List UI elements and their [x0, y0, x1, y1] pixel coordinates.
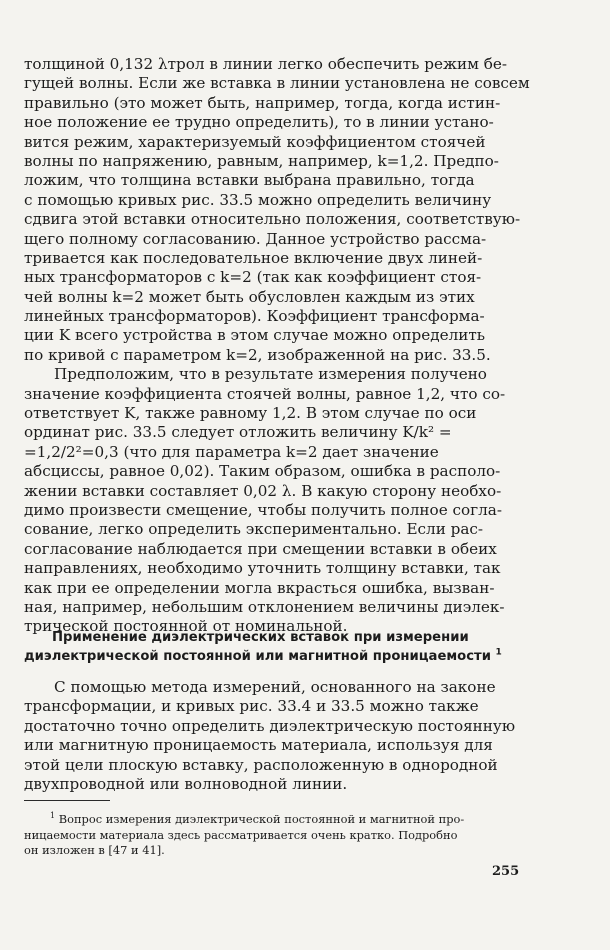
text-line: вится режим, характеризуемый коэффициентом стоячей [24, 132, 486, 151]
text-line: направлениях, необходимо уточнить толщину вставки, так [24, 559, 501, 578]
text-line: как при ее определении могла вкрасться ошибка, вызван- [24, 578, 495, 597]
text-line: =1,2/2²=0,3 (что для параметра k=2 дает значение [24, 442, 439, 461]
text-line: абсциссы, равное 0,02). Таким образом, ошибка в располо- [24, 462, 501, 481]
text-line: правильно (это может быть, например, тогда, когда истин- [24, 93, 501, 112]
heading-line-1: Применение диэлектрических вставок при измерении [52, 630, 469, 645]
section-heading [24, 628, 524, 667]
footnote-line [24, 812, 524, 828]
footnote-line-text: Вопрос измерения диэлектрической постоянной и магнитной про- [58, 812, 465, 826]
text-line: гущей волны. Если же вставка в линии установлена не совсем [24, 74, 530, 93]
text-line: димо произвести смещение, чтобы получить полное согла- [24, 500, 502, 519]
footnote-reference: 1 [495, 648, 502, 658]
text-line: или магнитную проницаемость материала, используя для [24, 736, 493, 755]
text-line: жении вставки составляет 0,02 λ. В какую сторону необхо- [24, 481, 502, 500]
text-line: сдвига этой вставки относительно положения, соответствую- [24, 210, 521, 229]
text-line: толщиной 0,132 λтрол в линии легко обеспечить режим бе- [24, 55, 507, 73]
footnote [24, 812, 524, 859]
text-line: ложим, что толщина вставки выбрана правильно, тогда [24, 171, 475, 190]
text-line: ное положение ее трудно определить), то в линии устано- [24, 113, 494, 132]
footnote-line: ницаемости материала здесь рассматривается очень кратко. Подробно [24, 827, 458, 842]
footnote-line: он изложен в [47 и 41]. [24, 843, 165, 857]
text-line: по кривой с параметром k=2, изображенной на рис. 33.5. [24, 345, 491, 364]
text-line: ответствует K, также равному 1,2. В этом случае по оси [24, 404, 477, 423]
text-line: с помощью кривых рис. 33.5 можно определить величину [24, 190, 492, 209]
text-line: тривается как последовательное включение двух линей- [24, 248, 483, 267]
text-line: значение коэффициента стоячей волны, равное 1,2, что со- [24, 384, 506, 403]
text-line: С помощью метода измерений, основанного на законе [54, 678, 496, 696]
footnote-divider [24, 800, 110, 801]
footnote-number: 1 [50, 811, 56, 821]
text-line: трической постоянной от номинальной. [24, 617, 348, 636]
text-line: чей волны k=2 может быть обусловлен каждым из этих [24, 287, 475, 306]
heading-line-2-text: диэлектрической постоянной или магнитной проницаемости [24, 649, 491, 665]
text-line: ных трансформаторов с k=2 (так как коэффициент стоя- [24, 268, 482, 287]
text-line: согласование наблюдается при смещении вставки в обеих [24, 539, 497, 558]
text-line: ная, например, небольшим отклонением величины диэлек- [24, 597, 505, 616]
text-line: сование, легко определить экспериментально. Если рас- [24, 520, 484, 539]
text-line: этой цели плоскую вставку, расположенную в однородной [24, 755, 498, 774]
text-line: щего полному согласованию. Данное устройство рассма- [24, 229, 487, 248]
text-line: волны по напряжению, равным, например, k=1,2. Предпо- [24, 151, 499, 170]
paragraph-1 [24, 55, 530, 637]
paragraph-2 [24, 678, 524, 794]
page-number: 255 [492, 864, 520, 879]
text-line: ординат рис. 33.5 следует отложить величину K/k² = [24, 423, 452, 442]
text-line: двухпроводной или волноводной линии. [24, 774, 348, 793]
heading-line-2 [24, 647, 524, 666]
text-line: ции K всего устройства в этом случае можно определить [24, 326, 486, 345]
text-line: Предположим, что в результате измерения получено [54, 365, 487, 384]
text-line: линейных трансформаторов). Коэффициент трансформа- [24, 307, 485, 326]
text-line: трансформации, и кривых рис. 33.4 и 33.5 можно также [24, 697, 479, 716]
text-line: достаточно точно определить диэлектрическую постоянную [24, 716, 516, 735]
